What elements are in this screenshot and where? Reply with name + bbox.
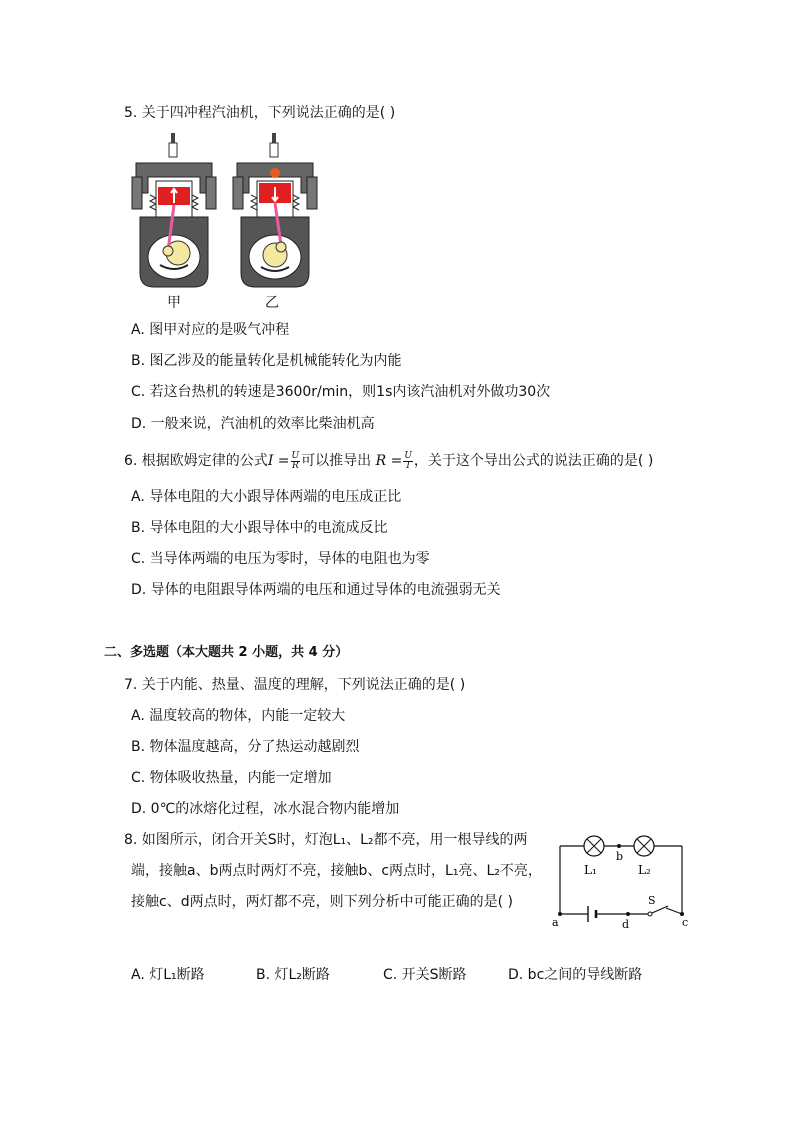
q5-option-b: B. 图乙涉及的能量转化是机械能转化为内能 (131, 353, 402, 369)
q6-stem-part-b: 可以推导出 (301, 453, 372, 469)
q8-line-3: 接触c、d两点时，两灯都不亮，则下列分析中可能正确的是( ) (131, 894, 513, 910)
q8-option-a: A. 灯L₁断路 (131, 967, 205, 983)
q5-option-a: A. 图甲对应的是吸气冲程 (131, 322, 290, 338)
label-c: c (682, 916, 689, 929)
q6-formula1-numerator: U (291, 450, 300, 461)
engine-diagram-jia (130, 133, 218, 289)
label-l2: L₂ (638, 863, 651, 877)
q6-stem-part-c: ，关于这个导出公式的说法正确的是( ) (413, 453, 654, 469)
q5-stem: 5. 关于四冲程汽油机，下列说法正确的是( ) (124, 105, 396, 121)
q8-option-d: D. bc之间的导线断路 (508, 967, 643, 983)
switch-icon (648, 906, 668, 916)
q7-option-d: D. 0℃的冰熔化过程，冰水混合物内能增加 (131, 801, 400, 817)
q7-stem: 7. 关于内能、热量、温度的理解，下列说法正确的是( ) (124, 677, 466, 693)
q8-option-b: B. 灯L₂断路 (256, 967, 330, 983)
q7-option-a: A. 温度较高的物体，内能一定较大 (131, 708, 346, 724)
lamp-l1-icon (584, 836, 604, 856)
label-s: S (648, 894, 656, 907)
node-a (558, 912, 562, 916)
q6-formula1-fraction (291, 452, 301, 471)
q6-stem-part-a: 6. 根据欧姆定律的公式 (124, 453, 268, 469)
q6-formula2-fraction (403, 452, 413, 471)
node-d (626, 912, 630, 916)
q8-option-c: C. 开关S断路 (383, 967, 467, 983)
section-title-text: 二、多选题（本大题共 2 小题，共 4 分） (104, 645, 349, 660)
q6-option-d: D. 导体的电阻跟导体两端的电压和通过导体的电流强弱无关 (131, 582, 501, 598)
q5-option-c: C. 若这台热机的转速是3600r/min，则1s内该汽油机对外做功30次 (131, 384, 551, 400)
q6-stem (124, 451, 653, 471)
q6-formula1-lhs: I = (267, 453, 290, 469)
battery-icon (588, 906, 596, 922)
label-d: d (622, 918, 630, 931)
q6-option-b: B. 导体电阻的大小跟导体中的电流成反比 (131, 520, 388, 536)
q7-option-c: C. 物体吸收热量，内能一定增加 (131, 770, 332, 786)
lamp-l2-icon (634, 836, 654, 856)
label-l1: L₁ (584, 863, 597, 877)
q6-option-a: A. 导体电阻的大小跟导体两端的电压成正比 (131, 489, 402, 505)
caption-yi: 乙 (265, 295, 279, 311)
node-b (617, 844, 621, 848)
q6-option-c: C. 当导体两端的电压为零时，导体的电阻也为零 (131, 551, 430, 567)
label-b: b (616, 850, 624, 863)
q6-formula2-denominator: I (406, 460, 410, 471)
section-title (104, 643, 348, 663)
q6-formula2-lhs: R = (375, 453, 403, 469)
q8-line-2: 端，接触a、b两点时两灯不亮，接触b、c两点时，L₁亮、L₂不亮， (131, 863, 542, 879)
caption-jia: 甲 (167, 295, 181, 311)
q8-line-1: 8. 如图所示，闭合开关S时，灯泡L₁、L₂都不亮，用一根导线的两 (124, 832, 528, 848)
q6-formula1-denominator: R (291, 460, 299, 471)
q6-formula2-numerator: U (404, 450, 412, 461)
engine-diagram-yi (231, 133, 319, 289)
q7-option-b: B. 物体温度越高，分了热运动越剧烈 (131, 739, 360, 755)
label-a: a (552, 916, 559, 929)
q5-option-d: D. 一般来说，汽油机的效率比柴油机高 (131, 416, 375, 432)
circuit-diagram (548, 832, 694, 932)
